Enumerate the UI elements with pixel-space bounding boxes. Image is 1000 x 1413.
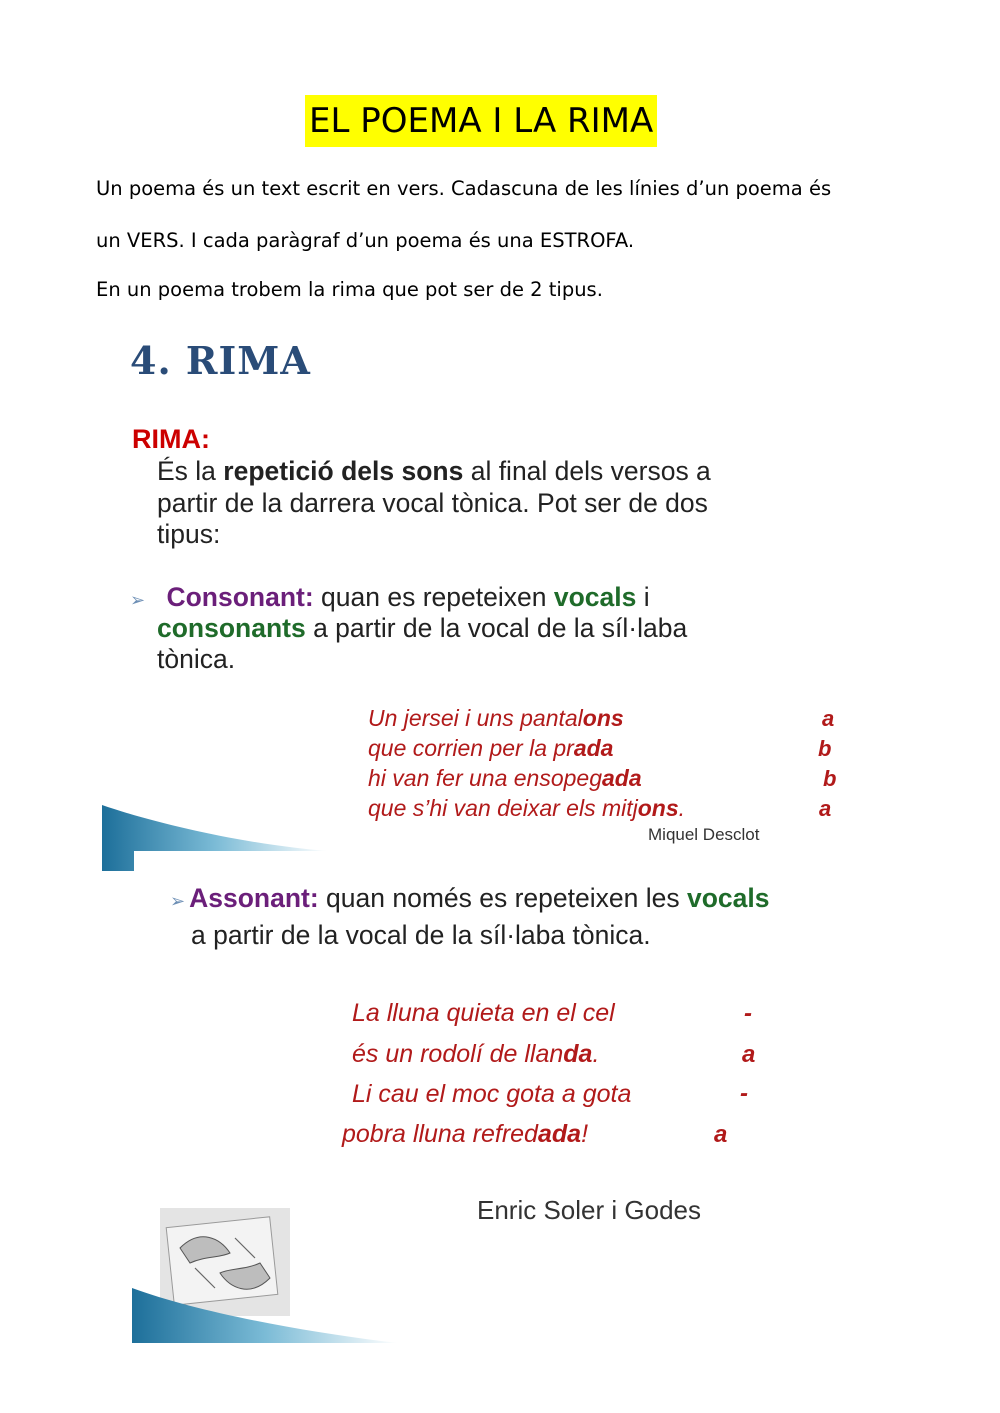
- intro-line-2: un VERS. I cada paràgraf d’un poema és una ESTROFA.: [96, 229, 635, 252]
- poem2-author: Enric Soler i Godes: [477, 1195, 701, 1225]
- poem2-verse-1: [352, 999, 615, 1028]
- verse-punct: !: [581, 1120, 589, 1148]
- bullet-arrow-icon: ➢: [130, 590, 146, 610]
- rhyme-letter: a: [714, 1121, 728, 1148]
- verse-text: és un rodolí de llan: [352, 1040, 564, 1068]
- slide-heading: 4. RIMA: [130, 338, 311, 383]
- consonant-label: Consonant:: [166, 582, 314, 612]
- rhyme-letter: a: [819, 796, 832, 821]
- consonant-text-2: i: [636, 582, 650, 612]
- poem2-verse-4: [342, 1120, 588, 1149]
- verse-punct: .: [592, 1040, 600, 1068]
- consonant-line-3: tònica.: [157, 644, 236, 674]
- def-pre: És la: [157, 456, 224, 486]
- slide-corner-decoration: [130, 1288, 400, 1344]
- poem1-verse-1: [368, 705, 624, 732]
- assonant-line-1: [170, 883, 769, 914]
- consonant-text-3: a partir de la vocal de la síl·laba: [305, 613, 688, 643]
- consonant-consonants: consonants: [157, 613, 306, 643]
- rhyme-letter: a: [822, 706, 835, 731]
- bullet-arrow-icon: ➢: [170, 891, 186, 911]
- verse-text: La lluna quieta en el cel: [352, 999, 615, 1027]
- rhyme-letter: b: [823, 766, 837, 791]
- verse-rhyme: ons: [582, 705, 624, 731]
- verse-punct: .: [678, 795, 686, 821]
- consonant-vocals: vocals: [553, 582, 637, 612]
- intro-line-1: Un poema és un text escrit en vers. Cadascuna de les línies d’un poema és: [96, 177, 832, 200]
- def-bold: repetició dels sons: [223, 456, 464, 486]
- assonant-label: Assonant:: [189, 883, 319, 913]
- verse-text: pobra lluna refred: [342, 1120, 538, 1148]
- verse-text: Un jersei i uns pantal: [368, 705, 583, 731]
- assonant-text-1: quan només es repeteixen les: [318, 883, 687, 913]
- poem2-verse-2: [352, 1040, 599, 1069]
- rima-definition-line-1: [157, 456, 711, 487]
- verse-rhyme: ada: [537, 1120, 582, 1148]
- rima-label: RIMA:: [132, 424, 210, 454]
- verse-rhyme: ada: [573, 735, 614, 761]
- assonant-line-2: a partir de la vocal de la síl·laba tònica.: [191, 920, 651, 950]
- def-post: al final dels versos a: [463, 456, 711, 486]
- verse-text: hi van fer una ensopeg: [368, 765, 603, 791]
- slide-corner-decoration: [100, 805, 330, 871]
- rhyme-letter: b: [818, 736, 832, 761]
- assonant-vocals: vocals: [686, 883, 770, 913]
- poem1-author: Miquel Desclot: [648, 825, 760, 844]
- verse-text: que s’hi van deixar els mitj: [368, 795, 638, 821]
- rhyme-letter: a: [742, 1041, 756, 1068]
- verse-rhyme: ada: [602, 765, 642, 791]
- verse-rhyme: ons: [637, 795, 679, 821]
- consonant-line-1: [130, 582, 650, 613]
- rima-definition-line-2: partir de la darrera vocal tònica. Pot ser de dos: [157, 488, 708, 518]
- poem1-verse-2: [368, 735, 613, 762]
- consonant-text-1: quan es repeteixen: [313, 582, 554, 612]
- poem2-verse-3: [352, 1080, 631, 1109]
- consonant-line-2: [157, 613, 687, 644]
- verse-text: que corrien per la pr: [368, 735, 574, 761]
- verse-rhyme: da: [563, 1040, 593, 1068]
- verse-text: Li cau el moc gota a gota: [352, 1080, 632, 1108]
- rima-definition-line-3: tipus:: [157, 519, 221, 549]
- intro-line-3: En un poema trobem la rima que pot ser de 2 tipus.: [96, 278, 603, 301]
- rhyme-letter: -: [740, 1080, 748, 1107]
- page-title: EL POEMA I LA RIMA: [305, 95, 657, 147]
- rhyme-letter: -: [744, 1000, 752, 1027]
- poem1-verse-4: [368, 795, 685, 822]
- poem1-verse-3: [368, 765, 642, 792]
